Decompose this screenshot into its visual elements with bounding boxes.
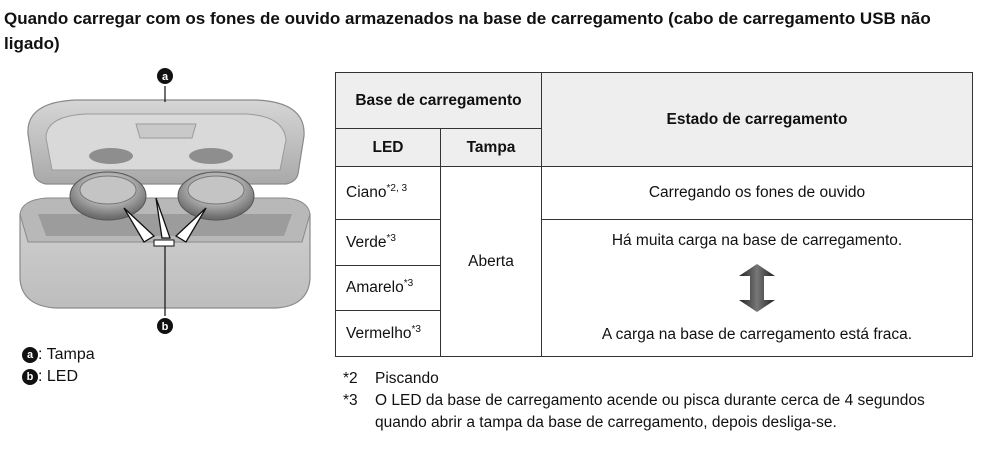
page-heading: Quando carregar com os fones de ouvido armazenados na base de carregamento (cabo de carregamento USB não ligado) [4, 9, 931, 53]
state-level-cell [542, 220, 973, 357]
state-low-text: A carga na base de carregamento está fraca. [601, 326, 913, 343]
legend-badge-b: b [22, 369, 38, 385]
earbud-left [70, 172, 146, 220]
footnote-3: *3 O LED da base de carregamento acende ou pisca durante cerca de 4 segundos quando abrir a tampa da base de carregamento, depois desliga-se. [343, 392, 925, 431]
led-cell-red: Vermelho$^{*3}$ [336, 311, 441, 357]
case-lid [28, 100, 304, 184]
callout-a-label: a [161, 71, 169, 83]
footnote-2: *2 Piscando [343, 370, 439, 387]
led-indicator [154, 240, 174, 246]
legend-text-led: : LED [38, 368, 79, 385]
legend-text-lid: : Tampa [38, 346, 95, 363]
charging-status-table [335, 72, 973, 357]
led-cell-green: Verde$^{*3}$ [336, 220, 441, 266]
state-charging-cell: Carregando os fones de ouvido [542, 167, 973, 220]
earbud-right [178, 172, 254, 220]
header-tampa: Tampa [441, 129, 542, 167]
legend-item-led [22, 366, 95, 388]
double-arrow-icon [737, 264, 777, 312]
table-row [336, 167, 973, 220]
legend-badge-a: a [22, 347, 38, 363]
header-base-group: Base de carregamento [336, 73, 542, 129]
state-high-text: Há muita carga na base de carregamento. [611, 232, 903, 249]
table-row [336, 220, 973, 266]
header-led: LED [336, 129, 441, 167]
charging-case-illustration [16, 64, 316, 339]
led-cell-yellow: Amarelo$^{*3}$ [336, 265, 441, 311]
legend-item-lid [22, 344, 95, 366]
led-cell-cyan: Ciano$^{*2, 3}$ [336, 167, 441, 220]
tampa-cell: Aberta [441, 167, 542, 357]
footnotes [343, 368, 945, 434]
illustration-legend [22, 344, 95, 388]
header-state: Estado de carregamento [542, 73, 973, 167]
callout-b-label: b [161, 321, 169, 333]
